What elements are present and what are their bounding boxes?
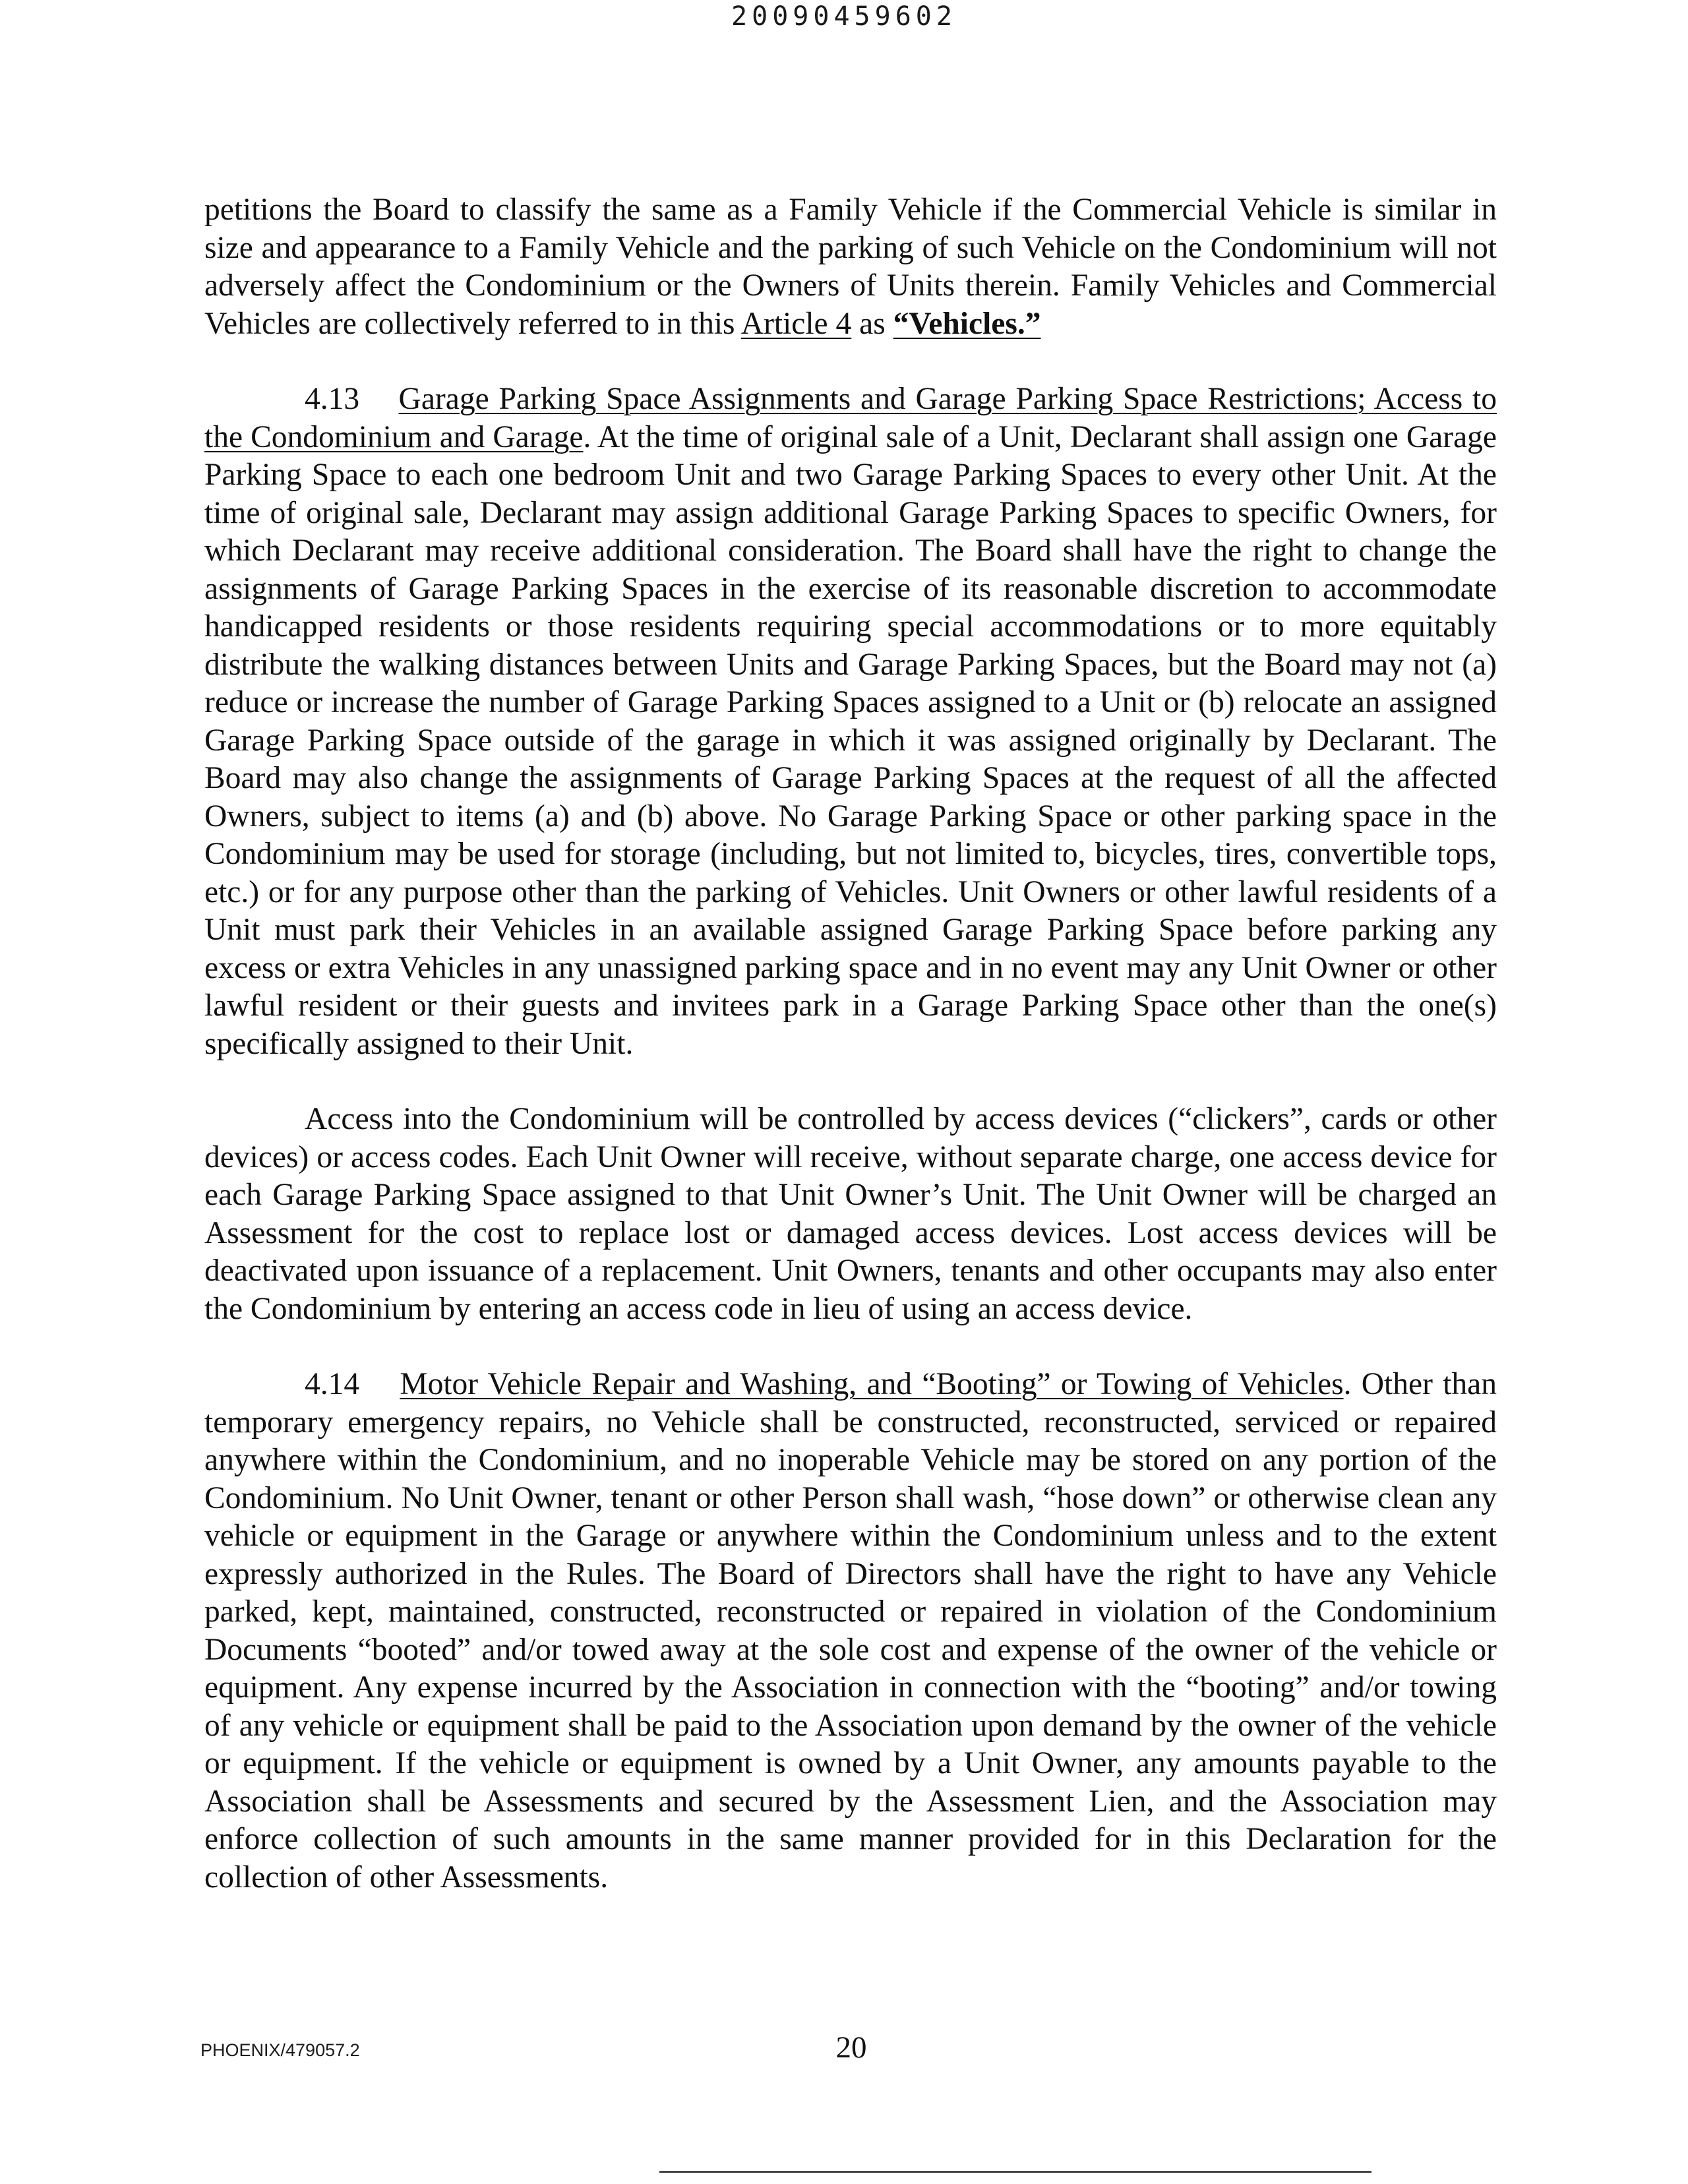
section-body: . Other than temporary emergency repairs, no Vehicle shall be constructed, reconstructed, serviced or repaired anywhere within the Condominium, and no inoperable Vehicle may be stored on any portion of the Condominium. No Unit Owner, tenant or other Person shall wash, “hose down” or otherwise clean any vehicle or equipment in the Garage or anywhere within the Condominium unless and to the extent expressly authorized in the Rules. The Board of Directors shall have the right to have any Vehicle parked, kept, maintained, constructed, reconstructed or repaired in violation of the Condominium Documents “booted” and/or towed away at the sole cost and expense of the owner of the vehicle or equipment. Any expense incurred by the Association in connection with the “booting” and/or towing of any vehicle or equipment shall be paid to the Association upon demand by the owner of the vehicle or equipment. If the vehicle or equipment is owned by a Unit Owner, any amounts payable to the Association shall be Assessments and secured by the Assessment Lien, and the Association may enforce collection of such amounts in the same manner provided for in this Declaration for the collection of other Assessments. <box>204 1367 1497 1895</box>
article-reference: Article 4 <box>740 306 852 341</box>
section-number: 4.13 <box>305 382 360 416</box>
connector-text: as <box>851 306 893 341</box>
paragraph-access-devices <box>204 1101 1497 1328</box>
document-number: 20090459602 <box>731 1 957 32</box>
section-heading: Motor Vehicle Repair and Washing, and “Booting” or Towing of Vehicles <box>400 1367 1344 1401</box>
section-4-13 <box>204 380 1497 1063</box>
section-body: . At the time of original sale of a Unit, Declarant shall assign one Garage Parking Space to each one bedroom Unit and two Garage Parking Spaces to every other Unit. At the time of original sale, Declarant may assign additional Garage Parking Spaces to specific Owners, for which Declarant may receive additional consideration. The Board shall have the right to change the assignments of Garage Parking Spaces in the exercise of its reasonable discretion to accommodate handicapped residents or those residents requiring special accommodations or to more equitably distribute the walking distances between Units and Garage Parking Spaces, but the Board may not (a) reduce or increase the number of Garage Parking Spaces assigned to a Unit or (b) relocate an assigned Garage Parking Space outside of the garage in which it was assigned originally by Declarant. The Board may also change the assignments of Garage Parking Spaces at the request of all the affected Owners, subject to items (a) and (b) above. No Garage Parking Space or other parking space in the Condominium may be used for storage (including, but not limited to, bicycles, tires, convertible tops, etc.) or for any purpose other than the parking of Vehicles. Unit Owners or other lawful residents of a Unit must park their Vehicles in an available assigned Garage Parking Space before parking any excess or extra Vehicles in any unassigned parking space and in no event may any Unit Owner or other lawful resident or their guests and invitees park in a Garage Parking Space other than the one(s) specifically assigned to their Unit. <box>204 419 1497 1061</box>
paragraph-text: Access into the Condominium will be controlled by access devices (“clickers”, cards or other devices) or access codes. Each Unit Owner will receive, without separate charge, one access device for each Garage Parking Space assigned to that Unit Owner’s Unit. The Unit Owner will be charged an Assessment for the cost to replace lost or damaged access devices. Lost access devices will be deactivated upon issuance of a replacement. Unit Owners, tenants and other occupants may also enter the Condominium by entering an access code in lieu of using an access device. <box>204 1102 1497 1326</box>
page-number: 20 <box>835 2030 867 2065</box>
paragraph-text: petitions the Board to classify the same as a Family Vehicle if the Commercial Vehicle is similar in size and appearance to a Family Vehicle and the parking of such Vehicle on the Condominium will not adversely affect the Condominium or the Owners of Units therein. Family Vehicles and Commercial Vehicles are collectively referred to in this <box>204 193 1497 341</box>
section-4-14 <box>204 1366 1497 1896</box>
section-number: 4.14 <box>305 1367 360 1401</box>
paragraph-vehicle-classification <box>204 191 1497 343</box>
section-heading: Garage Parking Space Assignments and Garage Parking Space Restrictions; Access to the Condominium and Garage <box>204 382 1497 454</box>
footer-document-id: PHOENIX/479057.2 <box>200 2040 360 2060</box>
defined-term: “Vehicles.” <box>893 306 1041 341</box>
page-body <box>204 191 1497 1896</box>
bottom-rule <box>659 2171 1372 2173</box>
